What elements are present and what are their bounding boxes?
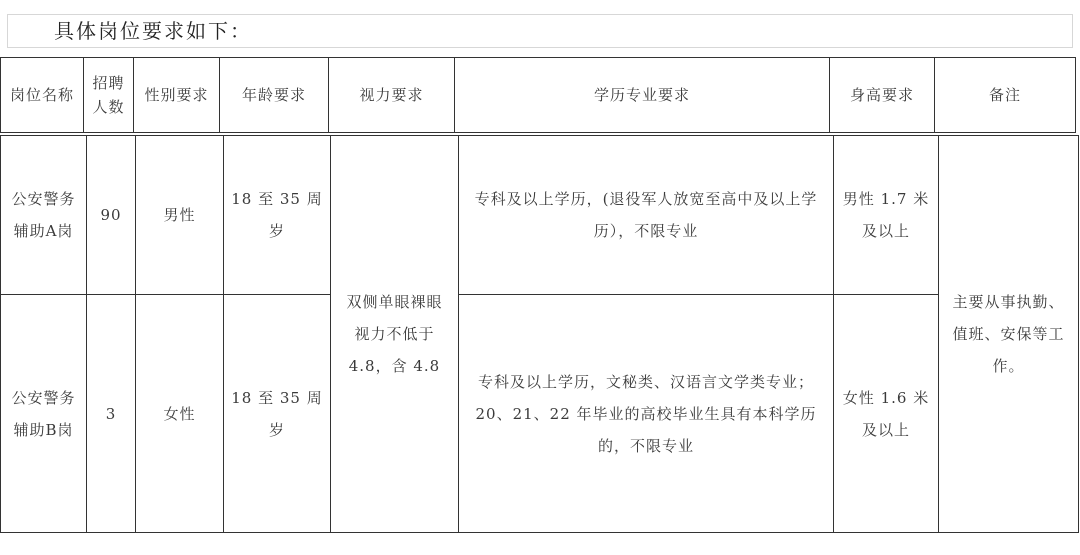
header-notes	[934, 57, 1076, 133]
header-height-label: 身高要求	[849, 86, 914, 104]
shared-notes	[938, 135, 1079, 533]
header-vision-label: 视力要求	[359, 86, 424, 104]
row-b-height-line1: 女性 1.6 米	[842, 388, 930, 407]
row-b-height-line2: 及以上	[861, 420, 910, 439]
row-b-position-line1: 公安警务	[11, 388, 76, 407]
row-b-education-line3: 的，不限专业	[597, 436, 694, 455]
notes-line1: 主要从事执勤、	[952, 293, 1065, 311]
row-a-education-line1: 专科及以上学历，(退役军人放宽至高中及以上学	[474, 190, 818, 208]
row-a-count	[86, 135, 136, 295]
header-position-label: 岗位名称	[9, 86, 74, 104]
row-b-age-line1: 18 至 35 周	[231, 388, 323, 407]
header-gender-label: 性别要求	[144, 86, 209, 104]
row-b-education	[458, 294, 834, 533]
row-b-age-line2: 岁	[268, 420, 285, 439]
header-education-label: 学历专业要求	[593, 86, 690, 104]
intro-text: 具体岗位要求如下：	[54, 19, 252, 43]
row-b-gender	[135, 294, 224, 533]
notes-line3: 作。	[992, 357, 1025, 375]
row-a-age-line2: 岁	[268, 222, 285, 240]
row-a-education	[458, 135, 834, 295]
vision-line3: 4.8，含 4.8	[348, 357, 441, 375]
row-b-age	[223, 294, 331, 533]
header-count	[83, 57, 134, 133]
header-gender	[133, 57, 220, 133]
header-position	[0, 57, 84, 133]
shared-vision	[330, 135, 459, 533]
row-b-position-line2: 辅助B岗	[13, 420, 74, 439]
row-a-education-line2: 历），不限专业	[593, 222, 699, 240]
header-age-label: 年龄要求	[241, 86, 306, 104]
row-a-height-line2: 及以上	[861, 222, 910, 240]
row-b-gender-value: 女性	[163, 404, 196, 423]
row-a-age	[223, 135, 331, 295]
header-age	[219, 57, 329, 133]
header-count-line2: 人数	[92, 98, 125, 116]
row-a-position-line1: 公安警务	[11, 190, 76, 208]
row-b-count	[86, 294, 136, 533]
row-a-gender	[135, 135, 224, 295]
notes-line2: 值班、安保等工	[952, 325, 1065, 343]
row-a-height	[833, 135, 939, 295]
row-a-count-value: 90	[100, 206, 122, 224]
row-b-position	[0, 294, 87, 533]
intro-box	[7, 14, 1073, 48]
row-a-gender-value: 男性	[163, 206, 196, 224]
header-vision	[328, 57, 455, 133]
row-b-height	[833, 294, 939, 533]
vision-line2: 视力不低于	[354, 325, 435, 343]
row-b-education-line1: 专科及以上学历，文秘类、汉语言文学类专业；	[477, 372, 814, 391]
header-education	[454, 57, 830, 133]
row-a-position-line2: 辅助A岗	[13, 222, 74, 240]
row-a-height-line1: 男性 1.7 米	[842, 190, 930, 208]
header-count-line1: 招聘	[92, 74, 125, 92]
table-header-row	[0, 57, 1076, 135]
row-b-education-line2: 20、21、22 年毕业的高校毕业生具有本科学历	[475, 404, 817, 423]
row-a-age-line1: 18 至 35 周	[231, 190, 323, 208]
row-a-position	[0, 135, 87, 295]
vision-line1: 双侧单眼裸眼	[346, 293, 443, 311]
header-notes-label: 备注	[988, 86, 1021, 104]
row-b-count-value: 3	[105, 404, 117, 423]
header-height	[829, 57, 935, 133]
